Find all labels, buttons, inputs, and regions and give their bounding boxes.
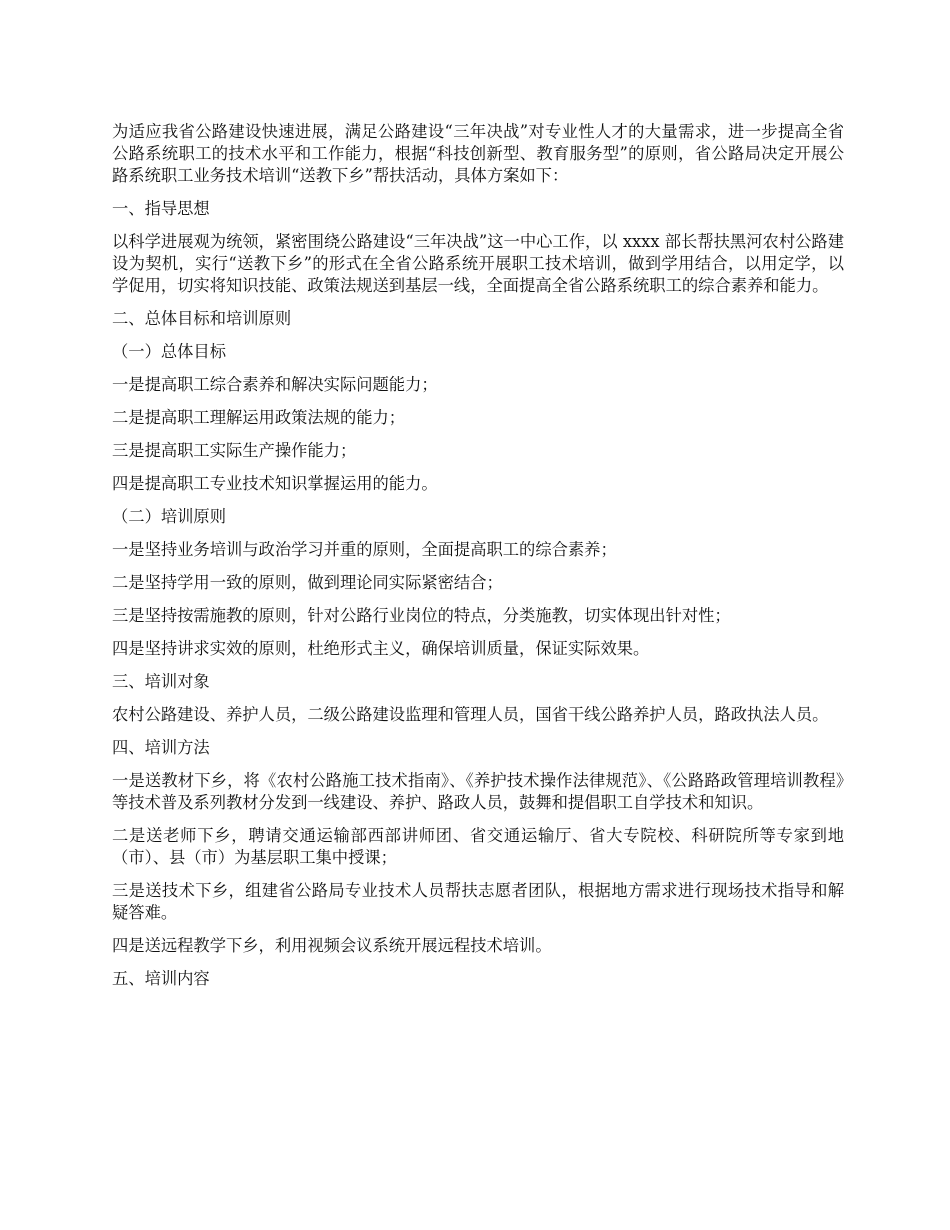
section-heading-goals-principles: 二、总体目标和培训原则 [112, 309, 292, 328]
goal-item-2: 二是提高职工理解运用政策法规的能力； [112, 408, 406, 427]
guiding-ideology-paragraph: 以科学进展观为统领，紧密围绕公路建设“三年决战”这一中心工作，以 xxxx 部长帮扶黑河农村公路建设为契机，实行“送教下乡”的形式在全省公路系统开展职工技术培训，做到学用结合，以用定学，以学促用，切实将知识技能、政策法规送到基层一线，全面提高全省公路系统职工的综合素养和能力。 [112, 232, 844, 295]
method-item-3: 三是送技术下乡，组建省公路局专业技术人员帮扶志愿者团队，根据地方需求进行现场技术指导和解疑答难。 [112, 881, 844, 922]
subheading-overall-goals: （一）总体目标 [112, 342, 226, 361]
method-item-1: 一是送教材下乡，将《农村公路施工技术指南》、《养护技术操作法律规范》、《公路路政管理培训教程》等技术普及系列教材分发到一线建设、养护、路政人员，鼓舞和提倡职工自学技术和知识。 [112, 771, 844, 812]
section-heading-guiding-ideology: 一、指导思想 [112, 199, 210, 218]
method-item-2: 二是送老师下乡，聘请交通运输部西部讲师团、省交通运输厅、省大专院校、科研院所等专家到地（市）、县（市）为基层职工集中授课； [112, 826, 844, 867]
principle-item-3: 三是坚持按需施教的原则，针对公路行业岗位的特点，分类施教，切实体现出针对性； [112, 606, 731, 625]
intro-paragraph: 为适应我省公路建设快速进展，满足公路建设“三年决战”对专业性人才的大量需求，进一步提高全省公路系统职工的技术水平和工作能力，根据“科技创新型、教育服务型”的原则，省公路局决定开展公路系统职工业务技术培训“送教下乡”帮扶活动，具体方案如下： [112, 122, 844, 185]
principle-item-2: 二是坚持学用一致的原则，做到理论同实际紧密结合； [112, 573, 503, 592]
principle-item-4: 四是坚持讲求实效的原则，杜绝形式主义，确保培训质量，保证实际效果。 [112, 639, 650, 658]
section-heading-training-methods: 四、培训方法 [112, 738, 210, 757]
method-item-4: 四是送远程教学下乡，利用视频会议系统开展远程技术培训。 [112, 936, 552, 955]
section-heading-training-content: 五、培训内容 [112, 969, 210, 988]
principle-item-1: 一是坚持业务培训与政治学习并重的原则，全面提高职工的综合素养； [112, 540, 617, 559]
document-page [112, 121, 844, 1001]
goal-item-1: 一是提高职工综合素养和解决实际问题能力； [112, 375, 438, 394]
goal-item-4: 四是提高职工专业技术知识掌握运用的能力。 [112, 474, 438, 493]
training-targets-paragraph: 农村公路建设、养护人员，二级公路建设监理和管理人员，国省干线公路养护人员，路政执法人员。 [112, 705, 829, 724]
subheading-training-principles: （二）培训原则 [112, 507, 226, 526]
goal-item-3: 三是提高职工实际生产操作能力； [112, 441, 357, 460]
section-heading-training-targets: 三、培训对象 [112, 672, 210, 691]
